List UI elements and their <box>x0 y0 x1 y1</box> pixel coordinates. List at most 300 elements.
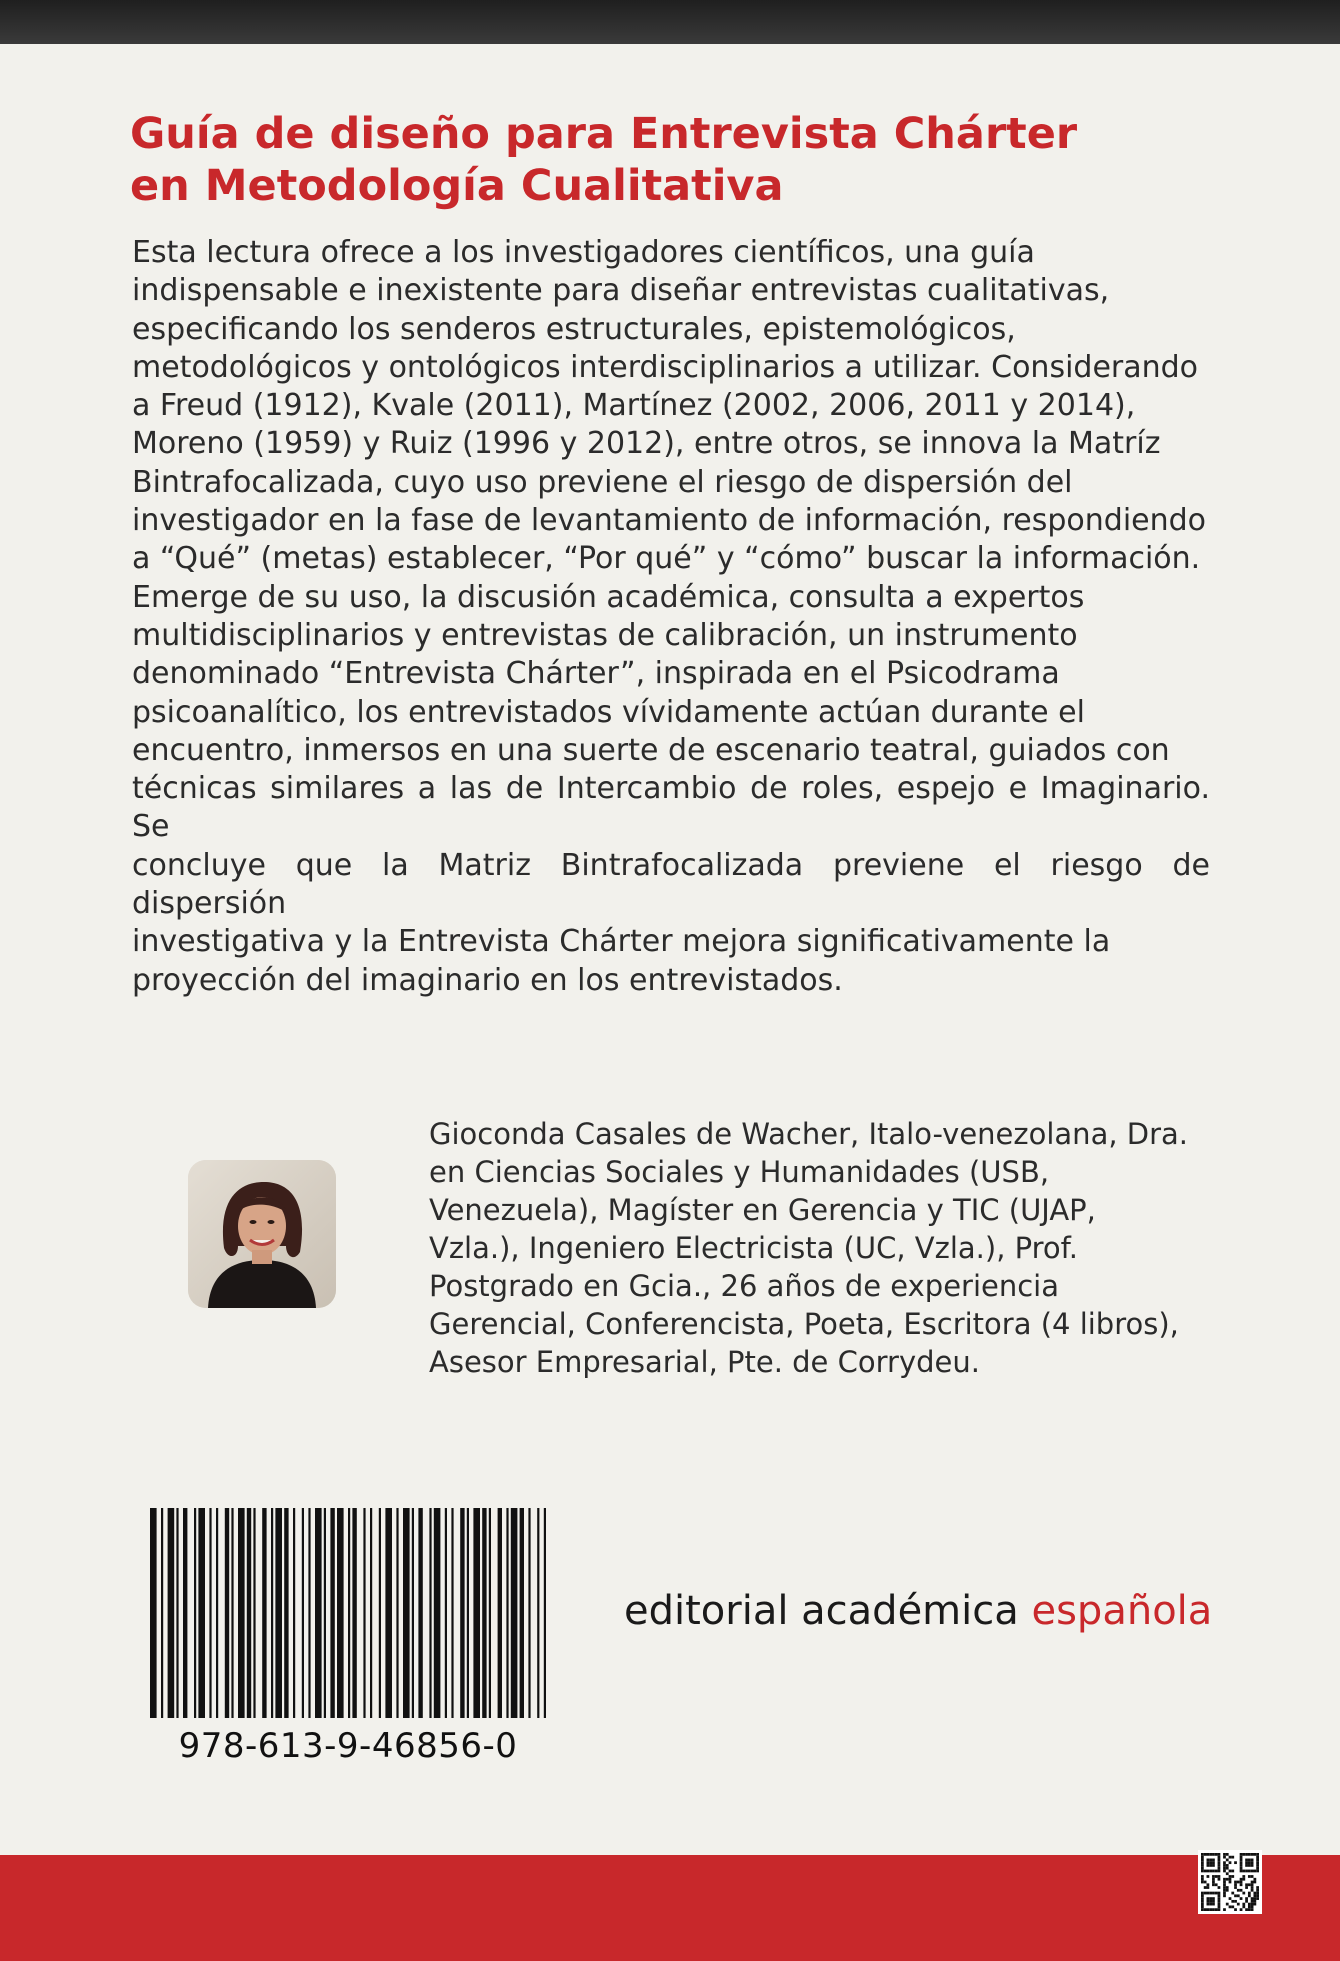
qr-module <box>1209 1900 1212 1903</box>
qr-module <box>1226 1853 1229 1856</box>
author-bio <box>429 1115 1249 1381</box>
summary-line: psicoanalítico, los entrevistados vívidamente actúan durante el <box>132 694 1085 730</box>
qr-module <box>1242 1870 1245 1873</box>
qr-module <box>1248 1908 1251 1911</box>
qr-module <box>1207 1864 1210 1867</box>
qr-module <box>1248 1892 1251 1895</box>
qr-module <box>1207 1883 1210 1886</box>
qr-module <box>1209 1870 1212 1873</box>
barcode-bar <box>348 1508 350 1718</box>
qr-module <box>1223 1856 1226 1859</box>
qr-module <box>1251 1905 1254 1908</box>
qr-module <box>1237 1894 1240 1897</box>
qr-module <box>1212 1892 1215 1895</box>
qr-module <box>1204 1881 1207 1884</box>
qr-module <box>1204 1886 1207 1889</box>
summary-line: metodológicos y ontológicos interdisciplinarios a utilizar. Considerando <box>132 349 1199 385</box>
qr-module <box>1231 1870 1234 1873</box>
qr-module <box>1218 1900 1221 1903</box>
qr-module <box>1229 1861 1232 1864</box>
qr-module <box>1242 1903 1245 1906</box>
qr-module <box>1201 1897 1204 1900</box>
qr-module <box>1229 1881 1232 1884</box>
qr-module <box>1234 1883 1237 1886</box>
summary-line: concluye que la Matriz Bintrafocalizada previene el riesgo de dispersión <box>132 847 1210 922</box>
qr-module <box>1248 1870 1251 1873</box>
qr-module <box>1207 1870 1210 1873</box>
qr-module <box>1253 1878 1256 1881</box>
top-edge-band <box>0 0 1340 44</box>
barcode-icon <box>150 1508 546 1718</box>
qr-module <box>1215 1908 1218 1911</box>
barcode-bar <box>183 1508 187 1718</box>
qr-module <box>1226 1886 1229 1889</box>
qr-module <box>1212 1908 1215 1911</box>
qr-module <box>1201 1861 1204 1864</box>
qr-module <box>1218 1897 1221 1900</box>
qr-module <box>1253 1903 1256 1906</box>
summary-line: a Freud (1912), Kvale (2011), Martínez (2002, 2006, 2011 y 2014), <box>132 388 1136 424</box>
qr-module <box>1248 1875 1251 1878</box>
qr-module <box>1253 1894 1256 1897</box>
qr-module <box>1201 1900 1204 1903</box>
qr-module <box>1212 1859 1215 1862</box>
qr-module <box>1223 1870 1226 1873</box>
summary-line: denominado “Entrevista Chárter”, inspirada en el Psicodrama <box>132 656 1060 692</box>
author-photo <box>188 1160 336 1308</box>
qr-module <box>1212 1864 1215 1867</box>
qr-module <box>1223 1883 1226 1886</box>
barcode-bar <box>161 1508 163 1718</box>
qr-module <box>1240 1859 1243 1862</box>
summary-line: especificando los senderos estructurales, epistemológicos, <box>132 311 1016 347</box>
barcode-bar <box>315 1508 322 1718</box>
qr-module <box>1240 1881 1243 1884</box>
qr-module <box>1207 1859 1210 1862</box>
qr-module <box>1251 1897 1254 1900</box>
qr-module <box>1248 1883 1251 1886</box>
barcode-bar <box>293 1508 295 1718</box>
barcode-bar <box>231 1508 233 1718</box>
qr-module <box>1201 1870 1204 1873</box>
barcode-bar <box>262 1508 266 1718</box>
qr-module <box>1201 1892 1204 1895</box>
qr-module <box>1212 1878 1215 1881</box>
qr-module <box>1209 1908 1212 1911</box>
qr-module <box>1218 1875 1221 1878</box>
qr-module <box>1204 1870 1207 1873</box>
qr-module <box>1248 1859 1251 1862</box>
qr-module <box>1256 1859 1259 1862</box>
qr-module <box>1201 1864 1204 1867</box>
qr-module <box>1209 1903 1212 1906</box>
summary-line: a “Qué” (metas) establecer, “Por qué” y “cómo” buscar la información. <box>132 541 1201 577</box>
barcode-bar <box>473 1508 480 1718</box>
barcode-bar <box>194 1508 196 1718</box>
qr-module <box>1234 1894 1237 1897</box>
qr-module <box>1209 1853 1212 1856</box>
qr-module <box>1245 1870 1248 1873</box>
qr-module <box>1209 1859 1212 1862</box>
book-title <box>130 108 1220 212</box>
barcode-bar <box>403 1508 410 1718</box>
qr-module <box>1218 1861 1221 1864</box>
qr-module <box>1253 1900 1256 1903</box>
qr-module <box>1218 1894 1221 1897</box>
qr-module <box>1248 1894 1251 1897</box>
qr-module <box>1207 1892 1210 1895</box>
qr-module <box>1229 1905 1232 1908</box>
qr-module <box>1256 1892 1259 1895</box>
qr-module <box>1245 1853 1248 1856</box>
qr-module <box>1256 1894 1259 1897</box>
qr-module <box>1251 1886 1254 1889</box>
book-summary <box>132 234 1210 1000</box>
qr-module <box>1218 1886 1221 1889</box>
qr-module <box>1212 1883 1215 1886</box>
qr-module <box>1234 1900 1237 1903</box>
qr-module <box>1218 1864 1221 1867</box>
bio-line: Venezuela), Magíster en Gerencia y TIC (UJAP, <box>429 1193 1096 1227</box>
qr-module <box>1251 1903 1254 1906</box>
qr-module <box>1245 1900 1248 1903</box>
qr-module <box>1256 1870 1259 1873</box>
qr-module <box>1212 1903 1215 1906</box>
summary-line: indispensable e inexistente para diseñar entrevistas cualitativas, <box>132 273 1110 309</box>
qr-module <box>1212 1870 1215 1873</box>
qr-module <box>1218 1853 1221 1856</box>
qr-module <box>1229 1897 1232 1900</box>
qr-module <box>1223 1908 1226 1911</box>
barcode-bar <box>253 1508 255 1718</box>
bio-line: Postgrado en Gcia., 26 años de experiencia <box>429 1269 1060 1303</box>
qr-module <box>1226 1864 1229 1867</box>
qr-module <box>1251 1881 1254 1884</box>
qr-module <box>1218 1903 1221 1906</box>
summary-line: técnicas similares a las de Intercambio de roles, espejo e Imaginario. Se <box>132 771 1210 845</box>
qr-module <box>1251 1859 1254 1862</box>
qr-module <box>1242 1853 1245 1856</box>
qr-module <box>1201 1905 1204 1908</box>
qr-module <box>1215 1883 1218 1886</box>
barcode-bar <box>225 1508 229 1718</box>
barcode-bar <box>498 1508 502 1718</box>
qr-module <box>1256 1886 1259 1889</box>
qr-module <box>1245 1861 1248 1864</box>
barcode-bar <box>482 1508 486 1718</box>
qr-module <box>1226 1872 1229 1875</box>
qr-module <box>1253 1881 1256 1884</box>
barcode-bar <box>198 1508 205 1718</box>
qr-module <box>1204 1892 1207 1895</box>
qr-module <box>1253 1892 1256 1895</box>
qr-module <box>1245 1864 1248 1867</box>
qr-module <box>1231 1900 1234 1903</box>
qr-module <box>1240 1889 1243 1892</box>
barcode-bar <box>324 1508 326 1718</box>
qr-module <box>1251 1883 1254 1886</box>
barcode-bar <box>489 1508 491 1718</box>
barcode-bar <box>247 1508 251 1718</box>
qr-module <box>1218 1878 1221 1881</box>
qr-module <box>1251 1853 1254 1856</box>
qr-pattern <box>1201 1853 1259 1911</box>
summary-line: Moreno (1959) y Ruiz (1996 y 2012), entre otros, se innova la Matríz <box>132 426 1161 462</box>
barcode-bar <box>451 1508 453 1718</box>
publisher-main: editorial académica <box>624 1588 1019 1634</box>
qr-module <box>1223 1864 1226 1867</box>
barcode-bar <box>544 1508 546 1718</box>
summary-line: Esta lectura ofrece a los investigadores científicos, una guía <box>132 235 1035 270</box>
qr-module <box>1229 1856 1232 1859</box>
barcode-bar <box>506 1508 508 1718</box>
qr-module <box>1226 1889 1229 1892</box>
qr-module <box>1201 1881 1204 1884</box>
bio-line: Gerencial, Conferencista, Poeta, Escritora (4 libros), <box>429 1307 1179 1341</box>
barcode-bar <box>379 1508 381 1718</box>
qr-module <box>1201 1859 1204 1862</box>
bottom-edge-band <box>0 1855 1340 1961</box>
barcode-bar <box>176 1508 178 1718</box>
barcode-bar <box>537 1508 539 1718</box>
barcode-bar <box>460 1508 464 1718</box>
summary-line: Bintrafocalizada, cuyo uso previene el riesgo de dispersión del <box>132 464 1073 500</box>
qr-module <box>1226 1867 1229 1870</box>
qr-module <box>1234 1881 1237 1884</box>
qr-module <box>1237 1889 1240 1892</box>
barcode-bar <box>528 1508 530 1718</box>
qr-module <box>1209 1864 1212 1867</box>
barcode-bar <box>275 1508 282 1718</box>
qr-module <box>1245 1886 1248 1889</box>
qr-module <box>1207 1853 1210 1856</box>
qr-module <box>1209 1861 1212 1864</box>
qr-module <box>1256 1897 1259 1900</box>
qr-module <box>1242 1875 1245 1878</box>
barcode-bar <box>520 1508 524 1718</box>
qr-module <box>1223 1861 1226 1864</box>
title-line: en Metodología Cualitativa <box>130 161 784 211</box>
qr-module <box>1234 1908 1237 1911</box>
barcode-bar <box>434 1508 441 1718</box>
qr-module <box>1223 1889 1226 1892</box>
qr-module <box>1248 1853 1251 1856</box>
bio-line: Vzla.), Ingeniero Electricista (UC, Vzla.), Prof. <box>429 1231 1078 1265</box>
qr-module <box>1212 1853 1215 1856</box>
qr-module <box>1229 1878 1232 1881</box>
qr-module <box>1251 1889 1254 1892</box>
qr-module <box>1234 1861 1237 1864</box>
qr-module <box>1215 1875 1218 1878</box>
barcode-bar <box>445 1508 447 1718</box>
qr-module <box>1207 1908 1210 1911</box>
qr-module <box>1256 1853 1259 1856</box>
publisher-accent: española <box>1031 1588 1213 1634</box>
barcode-bar <box>302 1508 304 1718</box>
qr-module <box>1256 1867 1259 1870</box>
qr-module <box>1212 1897 1215 1900</box>
qr-module <box>1226 1859 1229 1862</box>
barcode-bar <box>412 1508 414 1718</box>
qr-module <box>1229 1875 1232 1878</box>
qr-module <box>1212 1881 1215 1884</box>
qr-module <box>1253 1853 1256 1856</box>
qr-module <box>1256 1864 1259 1867</box>
qr-module <box>1240 1870 1243 1873</box>
qr-module <box>1248 1903 1251 1906</box>
qr-module <box>1253 1897 1256 1900</box>
summary-line: Emerge de su uso, la discusión académica, consulta a expertos <box>132 579 1085 615</box>
qr-module <box>1240 1883 1243 1886</box>
barcode-bar <box>352 1508 356 1718</box>
qr-module <box>1223 1892 1226 1895</box>
barcode-bar <box>330 1508 334 1718</box>
barcode-bar <box>418 1508 422 1718</box>
qr-module <box>1223 1894 1226 1897</box>
qr-module <box>1215 1870 1218 1873</box>
qr-module <box>1201 1878 1204 1881</box>
qr-module <box>1223 1886 1226 1889</box>
qr-module <box>1251 1864 1254 1867</box>
qr-module <box>1215 1853 1218 1856</box>
barcode-bar <box>396 1508 398 1718</box>
qr-module <box>1201 1908 1204 1911</box>
qr-module <box>1207 1900 1210 1903</box>
qr-module <box>1245 1859 1248 1862</box>
summary-line: multidisciplinarios y entrevistas de calibración, un instrumento <box>132 617 1078 653</box>
qr-module <box>1256 1889 1259 1892</box>
qr-module <box>1207 1886 1210 1889</box>
publisher-name <box>624 1588 1224 1634</box>
title-line: Guía de diseño para Entrevista Chárter <box>130 109 1078 159</box>
qr-module <box>1253 1870 1256 1873</box>
qr-module <box>1223 1878 1226 1881</box>
barcode-bar <box>308 1508 310 1718</box>
qr-module <box>1256 1856 1259 1859</box>
qr-module <box>1212 1900 1215 1903</box>
barcode-bar <box>363 1508 365 1718</box>
qr-module <box>1242 1892 1245 1895</box>
qr-module <box>1201 1875 1204 1878</box>
qr-module <box>1251 1870 1254 1873</box>
qr-module <box>1251 1908 1254 1911</box>
summary-line: proyección del imaginario en los entrevistados. <box>132 962 843 998</box>
qr-module <box>1231 1892 1234 1895</box>
qr-module <box>1201 1856 1204 1859</box>
qr-module <box>1207 1903 1210 1906</box>
qr-code-icon <box>1198 1850 1262 1914</box>
qr-module <box>1245 1897 1248 1900</box>
qr-module <box>1215 1892 1218 1895</box>
summary-line: investigativa y la Entrevista Chárter mejora significativamente la <box>132 924 1111 960</box>
qr-module <box>1242 1905 1245 1908</box>
qr-module <box>1242 1878 1245 1881</box>
qr-module <box>1201 1894 1204 1897</box>
qr-module <box>1218 1892 1221 1895</box>
qr-module <box>1240 1878 1243 1881</box>
qr-module <box>1201 1903 1204 1906</box>
barcode-bar <box>284 1508 288 1718</box>
qr-module <box>1237 1881 1240 1884</box>
qr-module <box>1240 1864 1243 1867</box>
barcode-bar <box>238 1508 245 1718</box>
qr-module <box>1201 1853 1204 1856</box>
barcode-bar <box>370 1508 372 1718</box>
qr-module <box>1212 1861 1215 1864</box>
qr-module <box>1218 1870 1221 1873</box>
qr-module <box>1231 1905 1234 1908</box>
qr-module <box>1229 1870 1232 1873</box>
qr-module <box>1240 1867 1243 1870</box>
summary-line: investigador en la fase de levantamiento de información, respondiendo <box>132 503 1207 539</box>
qr-module <box>1218 1905 1221 1908</box>
qr-module <box>1207 1861 1210 1864</box>
qr-module <box>1207 1897 1210 1900</box>
qr-module <box>1218 1908 1221 1911</box>
qr-module <box>1240 1853 1243 1856</box>
barcode-bar <box>467 1508 469 1718</box>
qr-module <box>1240 1908 1243 1911</box>
qr-module <box>1231 1856 1234 1859</box>
barcode-bar <box>168 1508 175 1718</box>
qr-module <box>1240 1861 1243 1864</box>
barcode-bar <box>337 1508 344 1718</box>
qr-module <box>1201 1867 1204 1870</box>
bio-line: en Ciencias Sociales y Humanidades (USB, <box>429 1155 1050 1189</box>
qr-module <box>1212 1875 1215 1878</box>
qr-module <box>1209 1897 1212 1900</box>
barcode-bar <box>511 1508 518 1718</box>
bio-line: Gioconda Casales de Wacher, Italo-venezolana, Dra. <box>429 1117 1189 1151</box>
qr-module <box>1218 1856 1221 1859</box>
qr-module <box>1251 1875 1254 1878</box>
qr-module <box>1245 1883 1248 1886</box>
qr-module <box>1209 1892 1212 1895</box>
qr-module <box>1240 1897 1243 1900</box>
qr-module <box>1223 1881 1226 1884</box>
qr-module <box>1240 1856 1243 1859</box>
qr-module <box>1226 1903 1229 1906</box>
qr-module <box>1231 1875 1234 1878</box>
qr-module <box>1218 1859 1221 1862</box>
barcode-bar <box>150 1508 157 1718</box>
qr-module <box>1204 1853 1207 1856</box>
summary-line: encuentro, inmersos en una suerte de escenario teatral, guiados con <box>132 732 1170 768</box>
qr-module <box>1207 1875 1210 1878</box>
bio-line: Asesor Empresarial, Pte. de Corrydeu. <box>429 1345 980 1379</box>
author-portrait-icon <box>188 1160 336 1308</box>
barcode-bar <box>209 1508 211 1718</box>
barcode-bar <box>429 1508 431 1718</box>
qr-module <box>1248 1905 1251 1908</box>
qr-module <box>1204 1908 1207 1911</box>
barcode-bar <box>385 1508 392 1718</box>
qr-module <box>1223 1853 1226 1856</box>
qr-module <box>1234 1886 1237 1889</box>
barcode-bar <box>216 1508 218 1718</box>
qr-module <box>1248 1861 1251 1864</box>
qr-module <box>1251 1861 1254 1864</box>
barcode-bar <box>271 1508 273 1718</box>
qr-module <box>1245 1908 1248 1911</box>
qr-module <box>1251 1900 1254 1903</box>
qr-module <box>1218 1867 1221 1870</box>
qr-module <box>1226 1878 1229 1881</box>
isbn-number: 978-613-9-46856-0 <box>178 1726 518 1766</box>
qr-module <box>1256 1861 1259 1864</box>
qr-module <box>1223 1867 1226 1870</box>
qr-module <box>1248 1864 1251 1867</box>
